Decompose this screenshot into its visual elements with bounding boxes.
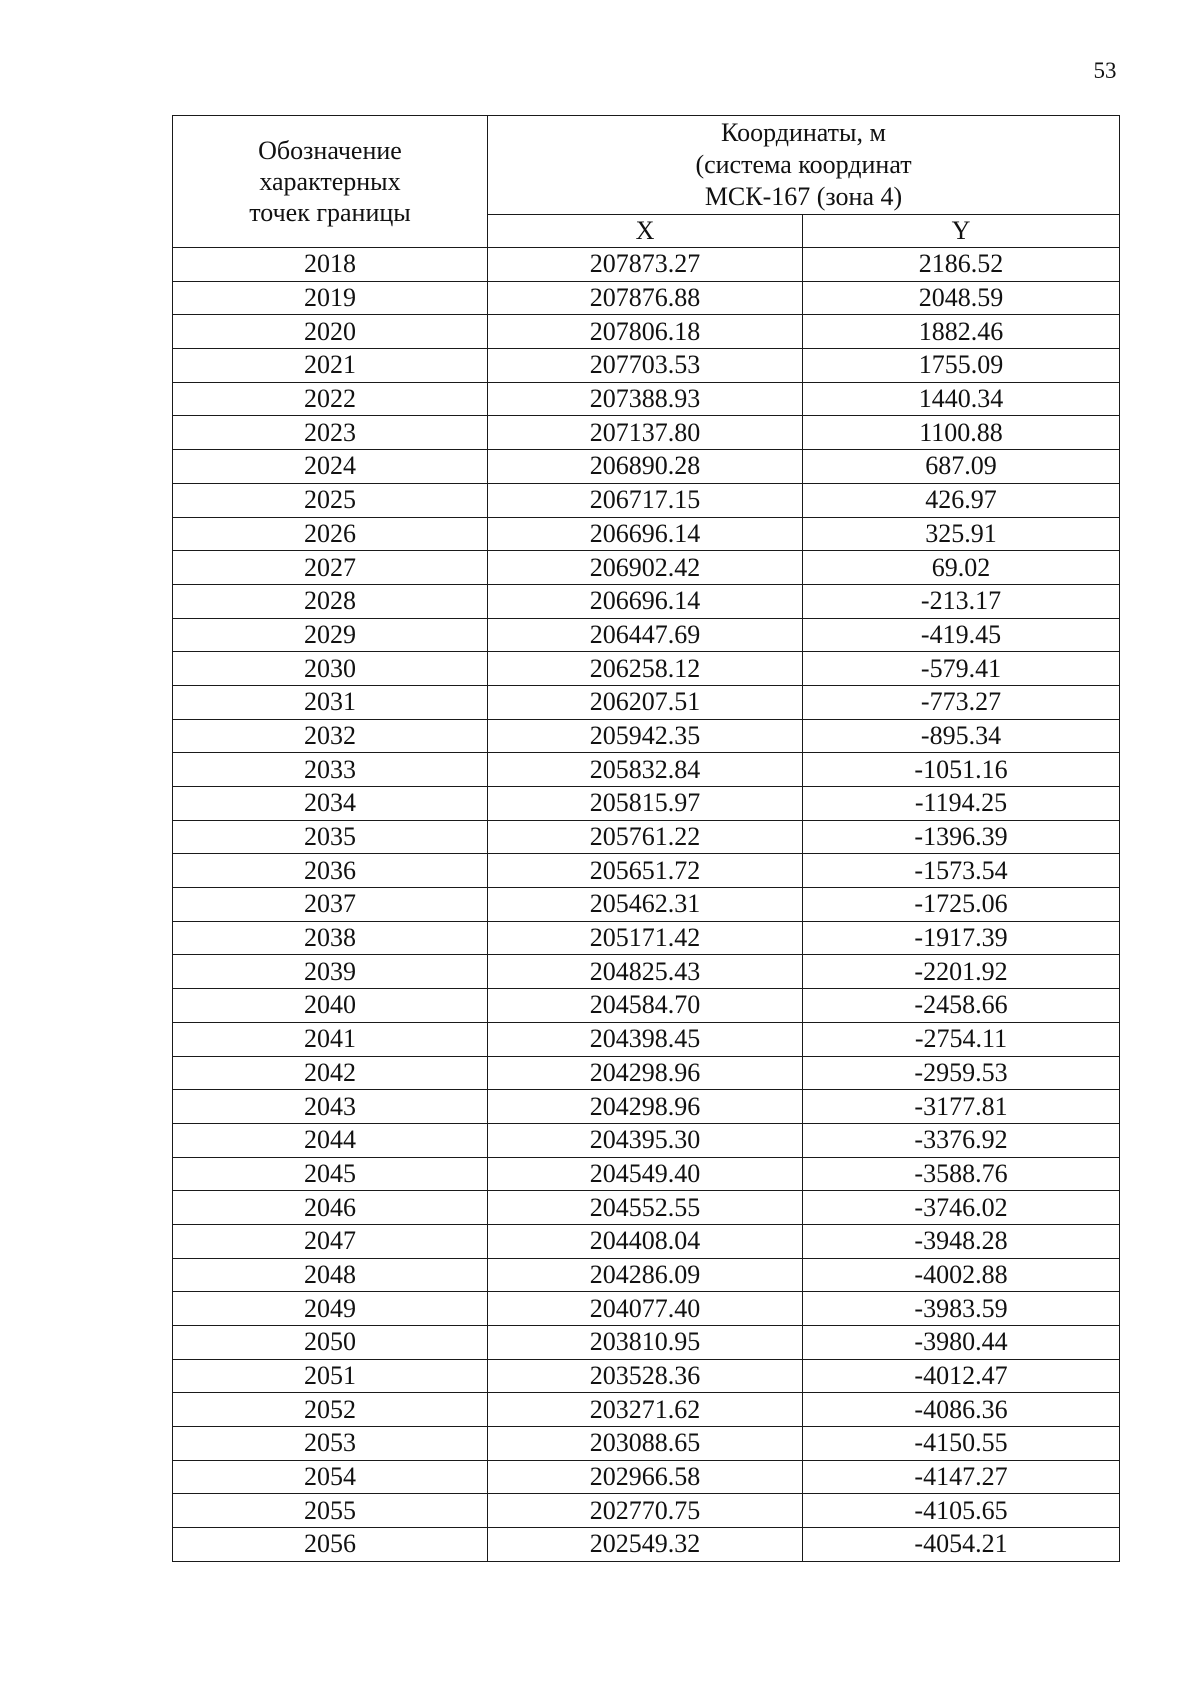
x-coordinate-cell: 207873.27 xyxy=(488,248,803,282)
point-id-cell: 2029 xyxy=(173,618,488,652)
table-row xyxy=(173,787,1120,821)
y-coordinate-cell: -2458.66 xyxy=(803,989,1120,1023)
point-id-cell: 2042 xyxy=(173,1056,488,1090)
point-id-cell: 2037 xyxy=(173,888,488,922)
y-coordinate-cell: -2959.53 xyxy=(803,1056,1120,1090)
x-coordinate-cell: 203528.36 xyxy=(488,1359,803,1393)
x-coordinate-cell: 202966.58 xyxy=(488,1460,803,1494)
point-id-cell: 2025 xyxy=(173,483,488,517)
y-coordinate-cell: -4002.88 xyxy=(803,1258,1120,1292)
y-coordinate-cell: -3177.81 xyxy=(803,1090,1120,1124)
x-coordinate-cell: 205942.35 xyxy=(488,719,803,753)
y-coordinate-cell: -4105.65 xyxy=(803,1494,1120,1528)
y-coordinate-cell: 1440.34 xyxy=(803,382,1120,416)
y-coordinate-cell: 687.09 xyxy=(803,450,1120,484)
point-id-cell: 2047 xyxy=(173,1224,488,1258)
y-coordinate-cell: -1917.39 xyxy=(803,921,1120,955)
table-row xyxy=(173,1090,1120,1124)
table-row xyxy=(173,888,1120,922)
table-row xyxy=(173,382,1120,416)
y-coordinate-cell: 69.02 xyxy=(803,551,1120,585)
y-coordinate-cell: -895.34 xyxy=(803,719,1120,753)
point-id-cell: 2052 xyxy=(173,1393,488,1427)
table-row xyxy=(173,1460,1120,1494)
point-id-cell: 2046 xyxy=(173,1191,488,1225)
table-row xyxy=(173,483,1120,517)
x-coordinate-cell: 204584.70 xyxy=(488,989,803,1023)
table-row xyxy=(173,685,1120,719)
point-id-cell: 2049 xyxy=(173,1292,488,1326)
point-id-cell: 2021 xyxy=(173,349,488,383)
point-id-cell: 2018 xyxy=(173,248,488,282)
point-id-cell: 2041 xyxy=(173,1022,488,1056)
y-coordinate-cell: -1051.16 xyxy=(803,753,1120,787)
x-coordinate-cell: 206902.42 xyxy=(488,551,803,585)
y-coordinate-cell: -3980.44 xyxy=(803,1326,1120,1360)
y-coordinate-cell: -773.27 xyxy=(803,685,1120,719)
x-coordinate-cell: 204552.55 xyxy=(488,1191,803,1225)
header-x: X xyxy=(488,215,803,248)
y-coordinate-cell: -3948.28 xyxy=(803,1224,1120,1258)
x-coordinate-cell: 205651.72 xyxy=(488,854,803,888)
point-id-cell: 2023 xyxy=(173,416,488,450)
table-row xyxy=(173,349,1120,383)
x-coordinate-cell: 203088.65 xyxy=(488,1427,803,1461)
x-coordinate-cell: 206258.12 xyxy=(488,652,803,686)
table-row xyxy=(173,955,1120,989)
y-coordinate-cell: 426.97 xyxy=(803,483,1120,517)
x-coordinate-cell: 205171.42 xyxy=(488,921,803,955)
x-coordinate-cell: 207806.18 xyxy=(488,315,803,349)
y-coordinate-cell: -579.41 xyxy=(803,652,1120,686)
y-coordinate-cell: -3588.76 xyxy=(803,1157,1120,1191)
point-id-cell: 2027 xyxy=(173,551,488,585)
table-row xyxy=(173,551,1120,585)
point-id-cell: 2048 xyxy=(173,1258,488,1292)
x-coordinate-cell: 206890.28 xyxy=(488,450,803,484)
point-id-cell: 2043 xyxy=(173,1090,488,1124)
table-row xyxy=(173,989,1120,1023)
point-id-cell: 2056 xyxy=(173,1528,488,1562)
point-id-cell: 2020 xyxy=(173,315,488,349)
point-id-cell: 2024 xyxy=(173,450,488,484)
x-coordinate-cell: 202770.75 xyxy=(488,1494,803,1528)
point-id-cell: 2035 xyxy=(173,820,488,854)
point-id-cell: 2022 xyxy=(173,382,488,416)
x-coordinate-cell: 204549.40 xyxy=(488,1157,803,1191)
y-coordinate-cell: 1882.46 xyxy=(803,315,1120,349)
y-coordinate-cell: -419.45 xyxy=(803,618,1120,652)
y-coordinate-cell: -3746.02 xyxy=(803,1191,1120,1225)
point-id-cell: 2028 xyxy=(173,584,488,618)
point-id-cell: 2044 xyxy=(173,1123,488,1157)
page-number: 53 xyxy=(1093,58,1117,83)
table-header xyxy=(173,116,1120,248)
table-row xyxy=(173,450,1120,484)
x-coordinate-cell: 205832.84 xyxy=(488,753,803,787)
point-id-cell: 2031 xyxy=(173,685,488,719)
y-coordinate-cell: -2754.11 xyxy=(803,1022,1120,1056)
y-coordinate-cell: -2201.92 xyxy=(803,955,1120,989)
table-row xyxy=(173,315,1120,349)
table-row xyxy=(173,820,1120,854)
table-row xyxy=(173,854,1120,888)
header-y: Y xyxy=(803,215,1120,248)
x-coordinate-cell: 207388.93 xyxy=(488,382,803,416)
y-coordinate-cell: -3376.92 xyxy=(803,1123,1120,1157)
y-coordinate-cell: -1573.54 xyxy=(803,854,1120,888)
y-coordinate-cell: -1725.06 xyxy=(803,888,1120,922)
y-coordinate-cell: -1194.25 xyxy=(803,787,1120,821)
table-row xyxy=(173,1427,1120,1461)
table-row xyxy=(173,1123,1120,1157)
table-row xyxy=(173,618,1120,652)
y-coordinate-cell: -3983.59 xyxy=(803,1292,1120,1326)
y-coordinate-cell: -4147.27 xyxy=(803,1460,1120,1494)
table-row xyxy=(173,1292,1120,1326)
x-coordinate-cell: 206717.15 xyxy=(488,483,803,517)
point-id-cell: 2053 xyxy=(173,1427,488,1461)
x-coordinate-cell: 206447.69 xyxy=(488,618,803,652)
x-coordinate-cell: 206696.14 xyxy=(488,584,803,618)
table-row xyxy=(173,719,1120,753)
y-coordinate-cell: 1100.88 xyxy=(803,416,1120,450)
point-id-cell: 2040 xyxy=(173,989,488,1023)
point-id-cell: 2050 xyxy=(173,1326,488,1360)
point-id-cell: 2033 xyxy=(173,753,488,787)
x-coordinate-cell: 204298.96 xyxy=(488,1056,803,1090)
point-id-cell: 2030 xyxy=(173,652,488,686)
point-id-cell: 2034 xyxy=(173,787,488,821)
point-id-cell: 2036 xyxy=(173,854,488,888)
header-coordinates: Координаты, м (система координат МСК-167 (зона 4) xyxy=(488,116,1120,215)
point-id-cell: 2054 xyxy=(173,1460,488,1494)
y-coordinate-cell: 2186.52 xyxy=(803,248,1120,282)
y-coordinate-cell: 1755.09 xyxy=(803,349,1120,383)
x-coordinate-cell: 204408.04 xyxy=(488,1224,803,1258)
table-row xyxy=(173,652,1120,686)
x-coordinate-cell: 206207.51 xyxy=(488,685,803,719)
point-id-cell: 2038 xyxy=(173,921,488,955)
point-id-cell: 2019 xyxy=(173,281,488,315)
x-coordinate-cell: 204077.40 xyxy=(488,1292,803,1326)
point-id-cell: 2055 xyxy=(173,1494,488,1528)
table-row xyxy=(173,517,1120,551)
y-coordinate-cell: -4086.36 xyxy=(803,1393,1120,1427)
x-coordinate-cell: 203810.95 xyxy=(488,1326,803,1360)
point-id-cell: 2032 xyxy=(173,719,488,753)
x-coordinate-cell: 206696.14 xyxy=(488,517,803,551)
table-row xyxy=(173,921,1120,955)
y-coordinate-cell: 2048.59 xyxy=(803,281,1120,315)
x-coordinate-cell: 207703.53 xyxy=(488,349,803,383)
y-coordinate-cell: -4054.21 xyxy=(803,1528,1120,1562)
point-id-cell: 2026 xyxy=(173,517,488,551)
table-row xyxy=(173,1191,1120,1225)
table-row xyxy=(173,584,1120,618)
y-coordinate-cell: -4150.55 xyxy=(803,1427,1120,1461)
table-row xyxy=(173,416,1120,450)
point-id-cell: 2051 xyxy=(173,1359,488,1393)
x-coordinate-cell: 207137.80 xyxy=(488,416,803,450)
table-row xyxy=(173,1528,1120,1562)
table-row xyxy=(173,1224,1120,1258)
x-coordinate-cell: 205761.22 xyxy=(488,820,803,854)
y-coordinate-cell: -213.17 xyxy=(803,584,1120,618)
x-coordinate-cell: 204825.43 xyxy=(488,955,803,989)
y-coordinate-cell: -4012.47 xyxy=(803,1359,1120,1393)
x-coordinate-cell: 207876.88 xyxy=(488,281,803,315)
header-point-label: Обозначение характерных точек границы xyxy=(173,116,488,248)
x-coordinate-cell: 205815.97 xyxy=(488,787,803,821)
table-row xyxy=(173,248,1120,282)
table-row xyxy=(173,1393,1120,1427)
x-coordinate-cell: 205462.31 xyxy=(488,888,803,922)
table-row xyxy=(173,1056,1120,1090)
x-coordinate-cell: 204395.30 xyxy=(488,1123,803,1157)
table-row xyxy=(173,1326,1120,1360)
point-id-cell: 2045 xyxy=(173,1157,488,1191)
table-row xyxy=(173,1494,1120,1528)
coordinates-table xyxy=(172,115,1120,1562)
table-row xyxy=(173,281,1120,315)
table-row xyxy=(173,1258,1120,1292)
x-coordinate-cell: 203271.62 xyxy=(488,1393,803,1427)
point-id-cell: 2039 xyxy=(173,955,488,989)
x-coordinate-cell: 204286.09 xyxy=(488,1258,803,1292)
table-row xyxy=(173,1157,1120,1191)
table-body xyxy=(173,248,1120,1562)
table-row xyxy=(173,1359,1120,1393)
x-coordinate-cell: 204398.45 xyxy=(488,1022,803,1056)
table-row xyxy=(173,1022,1120,1056)
y-coordinate-cell: -1396.39 xyxy=(803,820,1120,854)
y-coordinate-cell: 325.91 xyxy=(803,517,1120,551)
x-coordinate-cell: 204298.96 xyxy=(488,1090,803,1124)
table-row xyxy=(173,753,1120,787)
x-coordinate-cell: 202549.32 xyxy=(488,1528,803,1562)
